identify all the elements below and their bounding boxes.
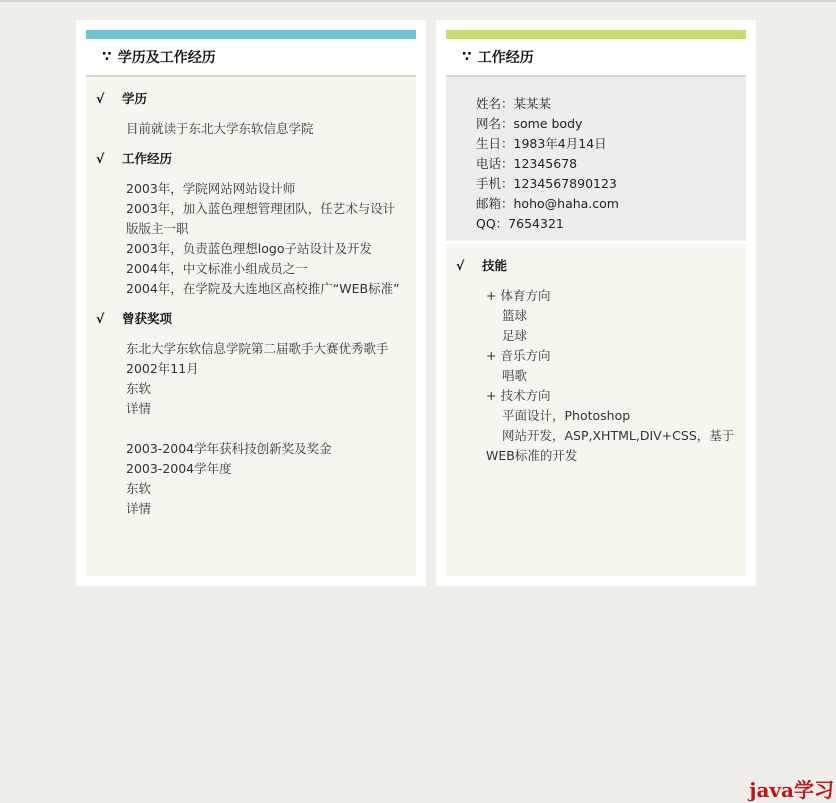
section-line: 2002年11月 <box>126 361 199 376</box>
personal-info-box <box>446 77 746 241</box>
skill-item: 篮球 <box>502 308 528 323</box>
panel-title: 学历及工作经历 <box>117 50 216 66</box>
section-line: 东软 <box>126 381 152 396</box>
work-experience-panel <box>436 20 756 586</box>
panel-body <box>446 244 746 576</box>
skill-category: + 技术方向 <box>486 388 551 403</box>
section-title-text: 技能 <box>482 258 508 273</box>
skill-category: + 音乐方向 <box>486 348 551 363</box>
info-line: 电话：12345678 <box>476 156 578 171</box>
section-lines <box>86 179 416 299</box>
section-line <box>126 419 402 439</box>
section-line: 2003-2004学年获科技创新奖及奖金 <box>126 441 332 456</box>
panel-header <box>86 39 416 78</box>
section-lines <box>86 339 416 519</box>
skill-category: + 体育方向 <box>486 288 551 303</box>
skills-section <box>446 244 746 466</box>
skill-item: 网站开发，ASP,XHTML,DIV+CSS，基于WEB标准的开发 <box>486 428 735 463</box>
section-line: 2003年，加入蓝色理想管理团队，任艺术与设计版版主一职 <box>126 201 396 236</box>
info-line: QQ：7654321 <box>476 216 564 231</box>
because-icon: ∵ <box>462 49 472 65</box>
section-line: 目前就读于东北大学东软信息学院 <box>126 121 314 136</box>
section-title-text: 工作经历 <box>122 151 173 166</box>
education-work-panel <box>76 20 426 586</box>
section-line: 东软 <box>126 481 152 496</box>
section-line: 2004年，中文标准小组成员之一 <box>126 261 308 276</box>
section-title-text: 曾获奖项 <box>122 311 173 326</box>
top-divider <box>0 0 836 2</box>
section-title <box>86 309 416 329</box>
section-title-text: 学历 <box>122 91 148 106</box>
section-line: 详情 <box>126 501 152 516</box>
panel-title: 工作经历 <box>477 50 534 66</box>
section-line: 详情 <box>126 401 152 416</box>
skill-item: 足球 <box>502 328 528 343</box>
section-line: 2003年，学院网站网站设计师 <box>126 181 296 196</box>
resume-section <box>86 309 416 519</box>
info-line: 手机：1234567890123 <box>476 176 617 191</box>
panel-body <box>86 77 416 576</box>
section-line: 东北大学东软信息学院第二届歌手大赛优秀歌手 <box>126 341 389 356</box>
section-line: 2003-2004学年度 <box>126 461 232 476</box>
info-line: 生日：1983年4月14日 <box>476 136 607 151</box>
check-icon: √ <box>96 151 105 166</box>
info-line: 网名：some body <box>476 116 583 131</box>
section-title <box>86 89 416 109</box>
skills-lines <box>446 286 746 466</box>
because-icon: ∵ <box>102 49 112 65</box>
section-line: 2004年，在学院及大连地区高校推广“WEB标准” <box>126 281 400 296</box>
check-icon: √ <box>96 91 105 106</box>
resume-section <box>86 89 416 139</box>
panel-accent-bar <box>446 30 746 39</box>
section-title <box>86 149 416 169</box>
section-lines <box>86 119 416 139</box>
section-line: 2003年，负责蓝色理想logo子站设计及开发 <box>126 241 373 256</box>
section-list <box>86 77 416 519</box>
watermark-text: java学习 <box>749 778 834 802</box>
check-icon: √ <box>96 311 105 326</box>
skill-item: 唱歌 <box>502 368 528 383</box>
resume-section <box>86 149 416 299</box>
info-line: 邮箱：hoho@haha.com <box>476 196 619 211</box>
check-icon: √ <box>456 258 465 273</box>
panel-accent-bar <box>86 30 416 39</box>
skill-item: 平面设计，Photoshop <box>502 408 631 423</box>
section-title <box>446 256 746 276</box>
info-line: 姓名：某某某 <box>476 96 552 111</box>
panel-header <box>446 39 746 78</box>
